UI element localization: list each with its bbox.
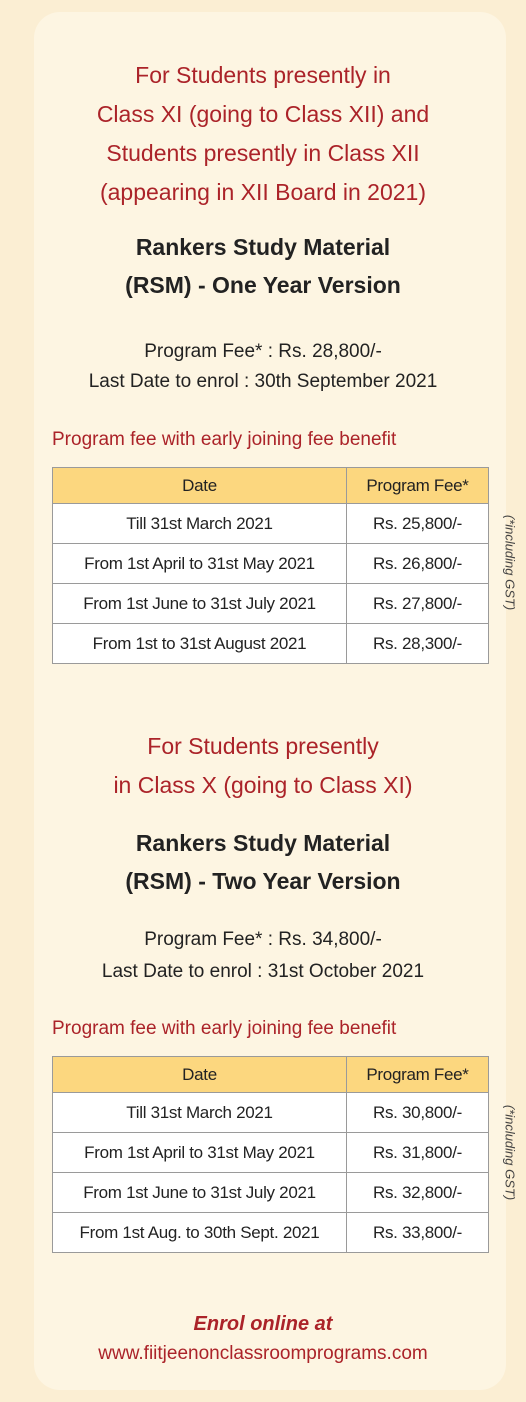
table-row (53, 544, 489, 584)
date-cell: From 1st April to 31st May 2021 (53, 544, 347, 584)
section1-fee-table (52, 467, 489, 664)
date-cell: From 1st Aug. to 30th Sept. 2021 (53, 1213, 347, 1253)
section2-last-date: Last Date to enrol : 31st October 2021 (101, 961, 425, 982)
header-fee: Program Fee* (347, 468, 489, 504)
section2-rsm-title (0, 824, 526, 900)
heading-line: Students presently in Class XII (106, 140, 420, 166)
date-cell: Till 31st March 2021 (53, 504, 347, 544)
section2-fee-table (52, 1056, 489, 1253)
date-cell: From 1st to 31st August 2021 (53, 624, 347, 664)
heading-line: (appearing in XII Board in 2021) (99, 179, 427, 205)
section1-heading (0, 56, 526, 212)
heading-line: Class XI (going to Class XII) and (96, 101, 430, 127)
fee-cell: Rs. 30,800/- (347, 1093, 489, 1133)
fee-cell: Rs. 27,800/- (347, 584, 489, 624)
fee-cell: Rs. 25,800/- (347, 504, 489, 544)
table-row (53, 1213, 489, 1253)
table-row (53, 1173, 489, 1213)
heading-line: in Class X (going to Class XI) (113, 772, 413, 798)
section2-benefit-title: Program fee with early joining fee benefit (52, 1018, 397, 1039)
table-header-row (53, 468, 489, 504)
fee-cell: Rs. 33,800/- (347, 1213, 489, 1253)
header-date: Date (53, 1057, 347, 1093)
section1-benefit-title: Program fee with early joining fee benefit (52, 429, 397, 450)
header-fee: Program Fee* (347, 1057, 489, 1093)
fee-cell: Rs. 32,800/- (347, 1173, 489, 1213)
date-cell: Till 31st March 2021 (53, 1093, 347, 1133)
enrol-url-link[interactable]: www.fiitjeenonclassroomprograms.com (98, 1343, 428, 1364)
fee-cell: Rs. 28,300/- (347, 624, 489, 664)
fee-cell: Rs. 26,800/- (347, 544, 489, 584)
section1-gst-note: (*including GST) (502, 514, 518, 611)
enrol-label: Enrol online at (193, 1313, 333, 1335)
rsm-line: Rankers Study Material (135, 830, 391, 856)
table-row (53, 1133, 489, 1173)
table-header-row (53, 1057, 489, 1093)
section1-program-fee: Program Fee* : Rs. 28,800/- (144, 341, 382, 362)
section2-program-fee: Program Fee* : Rs. 34,800/- (144, 929, 382, 950)
fee-cell: Rs. 31,800/- (347, 1133, 489, 1173)
date-cell: From 1st June to 31st July 2021 (53, 1173, 347, 1213)
header-date: Date (53, 468, 347, 504)
heading-line: For Students presently in (135, 62, 391, 88)
section2-heading (0, 727, 526, 805)
section2-gst-note: (*including GST) (502, 1104, 518, 1201)
table-row (53, 584, 489, 624)
date-cell: From 1st June to 31st July 2021 (53, 584, 347, 624)
heading-line: For Students presently (147, 733, 379, 759)
section1-rsm-title (0, 228, 526, 304)
table-row (53, 504, 489, 544)
table-row (53, 624, 489, 664)
rsm-line: (RSM) - One Year Version (125, 272, 401, 298)
date-cell: From 1st April to 31st May 2021 (53, 1133, 347, 1173)
rsm-line: (RSM) - Two Year Version (125, 868, 401, 894)
table-row (53, 1093, 489, 1133)
rsm-line: Rankers Study Material (135, 234, 391, 260)
section1-last-date: Last Date to enrol : 30th September 2021 (88, 371, 438, 392)
